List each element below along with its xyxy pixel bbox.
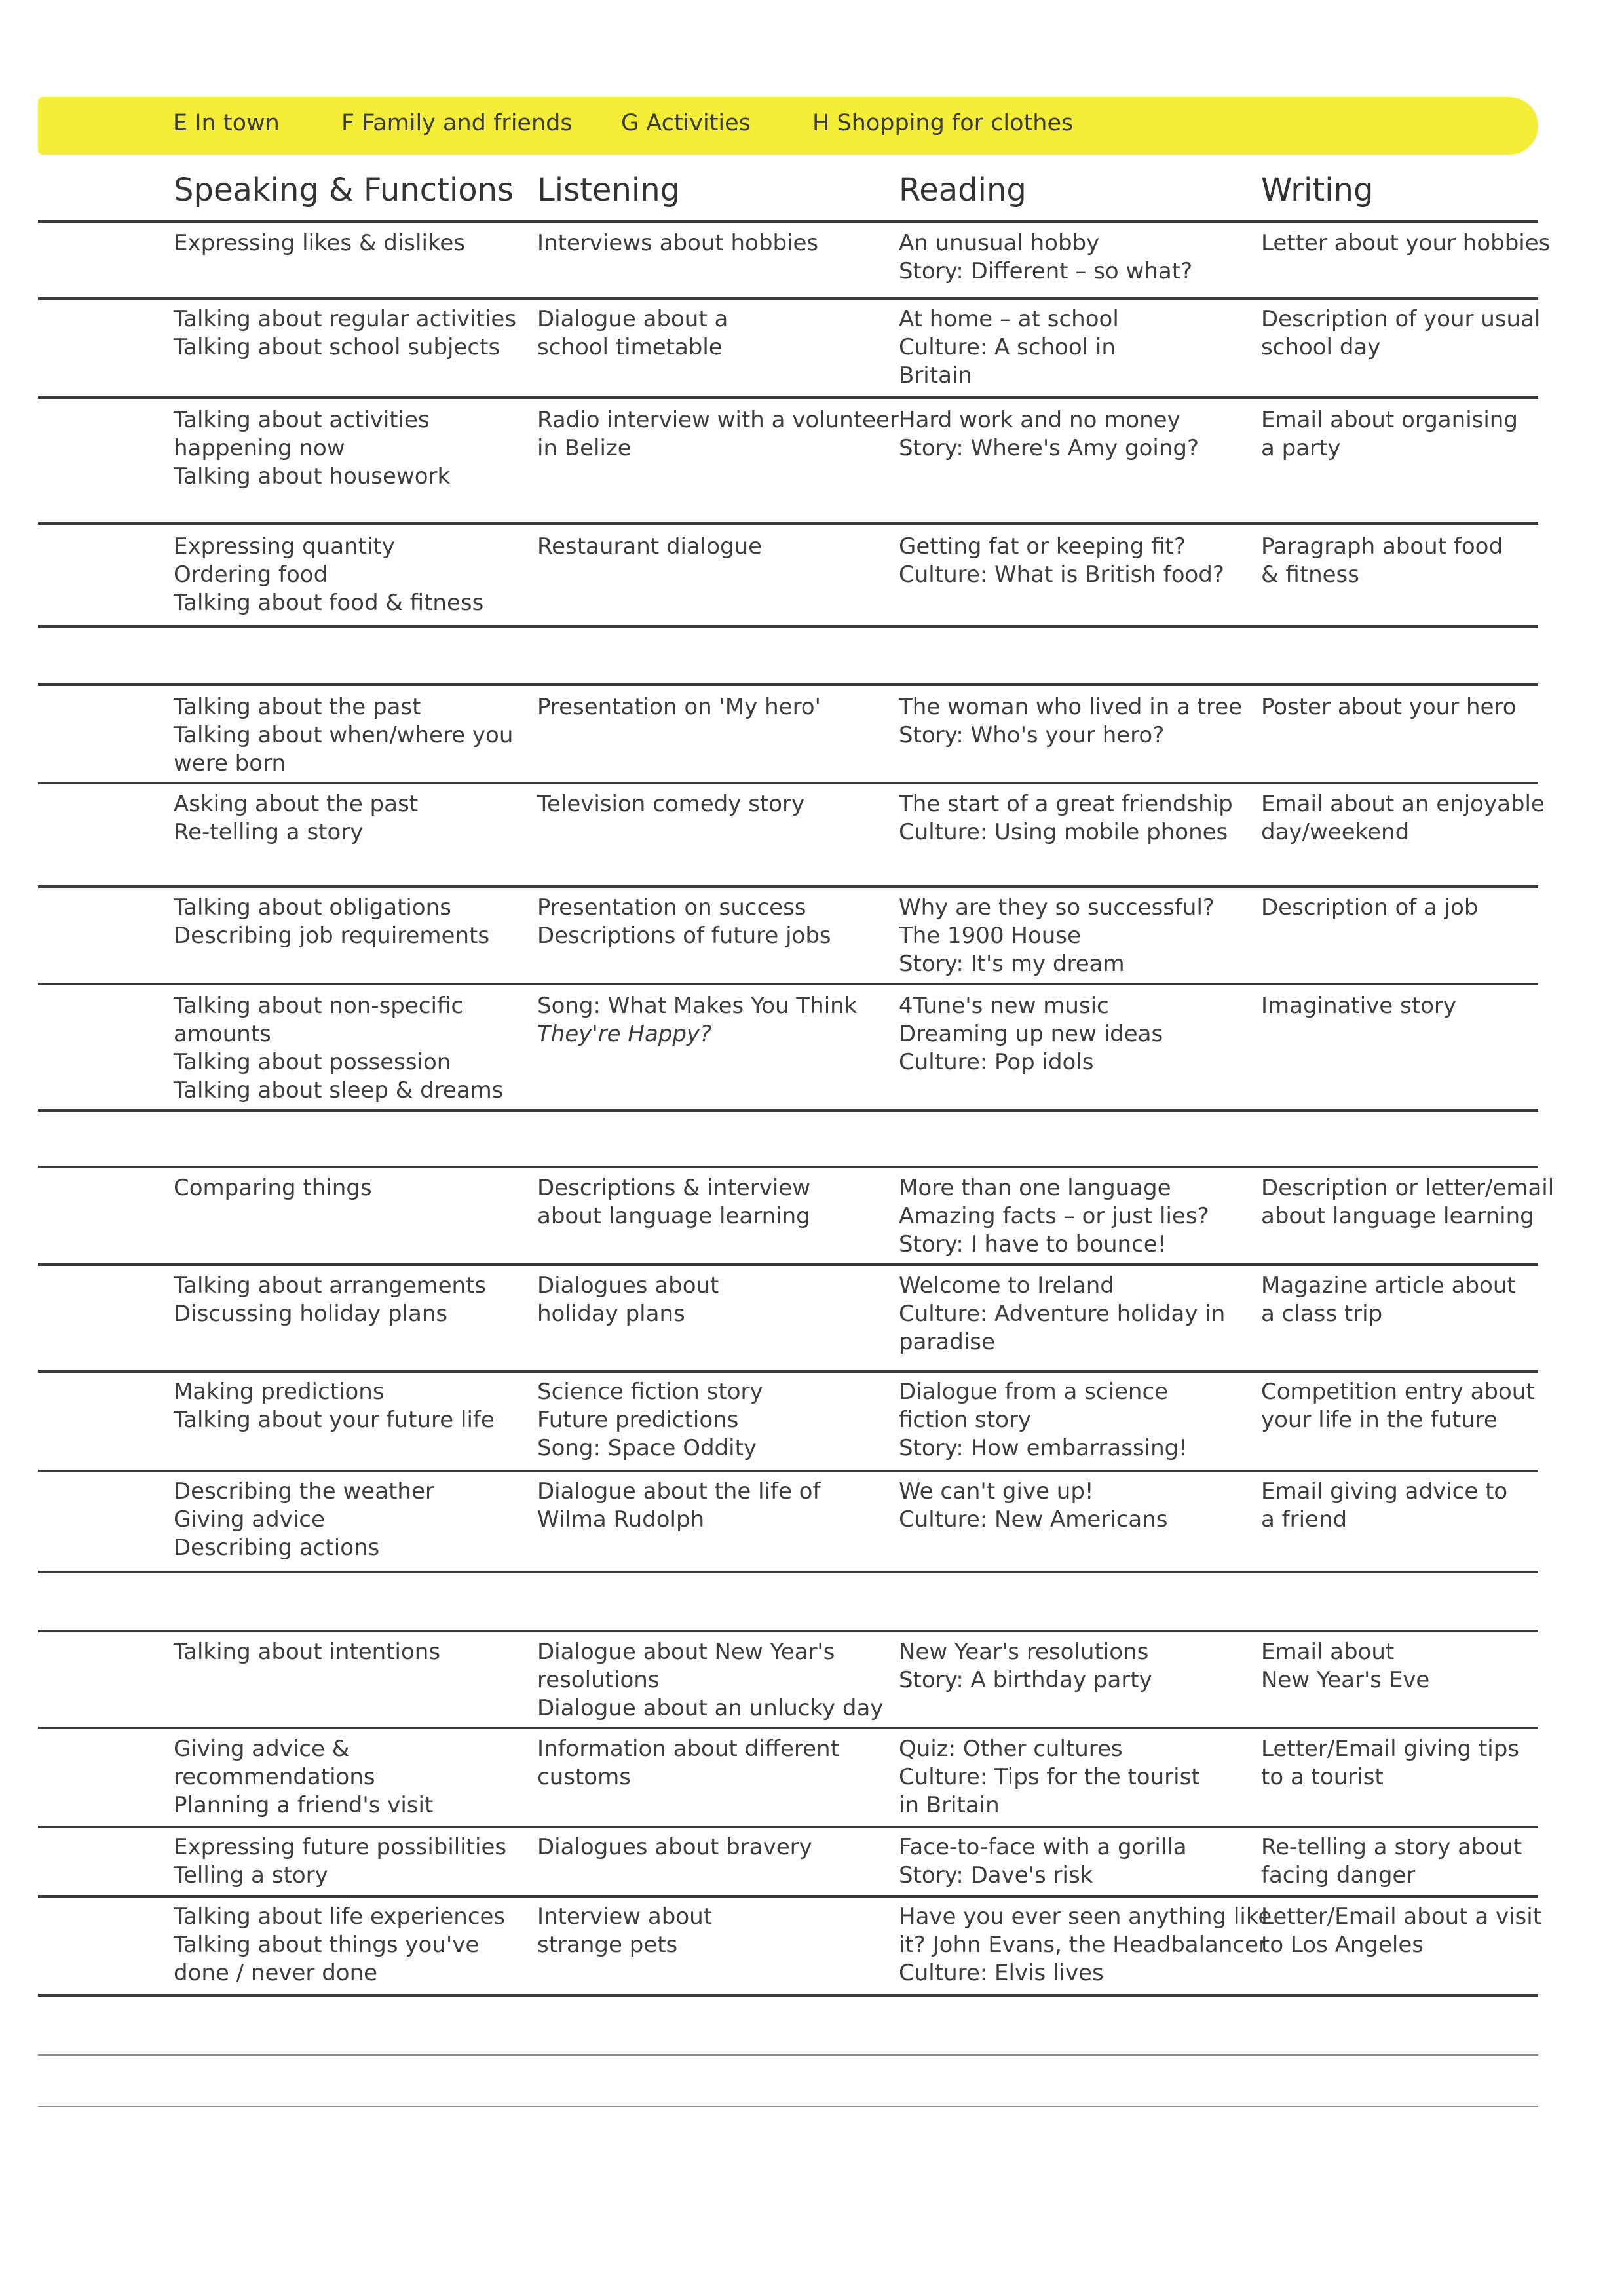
- row-divider: [38, 625, 1538, 628]
- reading-cell: Dialogue from a science fiction story Story: How embarrassing!: [899, 1379, 1188, 1461]
- speaking-cell: Asking about the past Re-telling a story: [174, 791, 419, 845]
- speaking-cell: Talking about arrangements Discussing holiday plans: [174, 1272, 487, 1327]
- speaking-cell: Talking about intentions: [174, 1639, 441, 1665]
- row-divider: [38, 396, 1538, 399]
- listening-cell: Presentation on 'My hero': [537, 694, 821, 720]
- speaking-cell: Giving advice & recommendations Planning a friend's visit: [174, 1736, 434, 1818]
- row-divider: [38, 522, 1538, 525]
- header-speaking: Speaking & Functions: [174, 172, 514, 208]
- row-divider: [38, 1263, 1538, 1266]
- row-divider: [38, 1571, 1538, 1573]
- reading-cell: Hard work and no money Story: Where's Amy going?: [899, 407, 1199, 461]
- listening-cell: Radio interview with a volunteer in Belize: [537, 407, 899, 461]
- header-listening: Listening: [537, 172, 681, 208]
- writing-cell: Description of a job: [1261, 894, 1479, 921]
- row-divider: [38, 2106, 1538, 2107]
- row-divider: [38, 1994, 1538, 1997]
- row-divider: [38, 1470, 1538, 1472]
- writing-cell: Email giving advice to a friend: [1261, 1478, 1508, 1533]
- reading-cell: An unusual hobby Story: Different – so what?: [899, 230, 1193, 284]
- writing-cell: Poster about your hero: [1261, 694, 1517, 720]
- listening-cell: Dialogue about a school timetable: [537, 306, 728, 360]
- reading-cell: 4Tune's new music Dreaming up new ideas Culture: Pop idols: [899, 993, 1163, 1075]
- reading-cell: Getting fat or keeping fit? Culture: What is British food?: [899, 533, 1224, 588]
- speaking-cell: Talking about life experiences Talking about things you've done / never done: [174, 1904, 506, 1986]
- reading-cell: New Year's resolutions Story: A birthday party: [899, 1639, 1152, 1693]
- writing-cell: Letter about your hobbies: [1261, 230, 1551, 256]
- reading-cell: More than one language Amazing facts – or just lies? Story: I have to bounce!: [899, 1175, 1209, 1257]
- unit-label-g: G Activities: [621, 110, 751, 136]
- speaking-cell: Expressing future possibilities Telling a story: [174, 1834, 507, 1888]
- row-divider: [38, 983, 1538, 985]
- speaking-cell: Expressing quantity Ordering food Talking about food & fitness: [174, 533, 484, 616]
- reading-cell: The woman who lived in a tree Story: Who's your hero?: [899, 694, 1243, 748]
- row-divider: [38, 2054, 1538, 2056]
- listening-cell: Interview about strange pets: [537, 1904, 713, 1958]
- reading-cell: Have you ever seen anything like it? John Evans, the Headbalancer Culture: Elvis lives: [899, 1904, 1272, 1986]
- writing-cell: Magazine article about a class trip: [1261, 1272, 1516, 1327]
- reading-cell: Welcome to Ireland Culture: Adventure holiday in paradise: [899, 1272, 1226, 1355]
- listening-cell: Television comedy story: [537, 791, 805, 817]
- row-divider: [38, 297, 1538, 300]
- writing-cell: Competition entry about your life in the future: [1261, 1379, 1535, 1433]
- unit-label-e: E In town: [173, 110, 280, 136]
- writing-cell: Description of your usual school day: [1261, 306, 1541, 360]
- listening-cell: Dialogues about bravery: [537, 1834, 812, 1860]
- writing-cell: Imaginative story: [1261, 993, 1456, 1019]
- reading-cell: Why are they so successful? The 1900 House Story: It's my dream: [899, 894, 1215, 977]
- speaking-cell: Talking about obligations Describing job requirements: [174, 894, 490, 949]
- writing-cell: Letter/Email about a visit to Los Angeles: [1261, 1904, 1542, 1958]
- header-reading: Reading: [899, 172, 1027, 208]
- reading-cell: We can't give up! Culture: New Americans: [899, 1478, 1168, 1533]
- speaking-cell: Talking about regular activities Talking about school subjects: [174, 306, 517, 360]
- unit-banner: [38, 97, 1538, 155]
- speaking-cell: Making predictions Talking about your future life: [174, 1379, 495, 1433]
- listening-cell: Dialogues about holiday plans: [537, 1272, 719, 1327]
- listening-cell: Restaurant dialogue: [537, 533, 763, 560]
- speaking-cell: Describing the weather Giving advice Describing actions: [174, 1478, 434, 1561]
- listening-cell: Descriptions & interview about language learning: [537, 1175, 810, 1229]
- row-divider: [38, 1370, 1538, 1373]
- speaking-cell: Comparing things: [174, 1175, 372, 1201]
- unit-label-f: F Family and friends: [341, 110, 573, 136]
- reading-cell: Quiz: Other cultures Culture: Tips for the tourist in Britain: [899, 1736, 1200, 1818]
- writing-cell: Paragraph about food & fitness: [1261, 533, 1503, 588]
- row-divider: [38, 220, 1538, 223]
- row-divider: [38, 1826, 1538, 1828]
- writing-cell: Letter/Email giving tips to a tourist: [1261, 1736, 1520, 1790]
- listening-cell: Presentation on success Descriptions of future jobs: [537, 894, 831, 949]
- listening-cell: Interviews about hobbies: [537, 230, 819, 256]
- row-divider: [38, 1630, 1538, 1632]
- row-divider: [38, 1166, 1538, 1168]
- unit-label-h: H Shopping for clothes: [812, 110, 1074, 136]
- row-divider: [38, 1727, 1538, 1729]
- speaking-cell: Expressing likes & dislikes: [174, 230, 466, 256]
- reading-cell: The start of a great friendship Culture: Using mobile phones: [899, 791, 1233, 845]
- writing-cell: Email about an enjoyable day/weekend: [1261, 791, 1545, 845]
- speaking-cell: Talking about the past Talking about when/where you were born: [174, 694, 514, 776]
- speaking-cell: Talking about activities happening now Talking about housework: [174, 407, 451, 489]
- writing-cell: Re-telling a story about facing danger: [1261, 1834, 1522, 1888]
- writing-cell: Email about New Year's Eve: [1261, 1639, 1430, 1693]
- row-divider: [38, 683, 1538, 686]
- listening-cell: Song: What Makes You Think They're Happy?: [537, 993, 858, 1047]
- speaking-cell: Talking about non-specific amounts Talking about possession Talking about sleep & dreams: [174, 993, 504, 1103]
- reading-cell: At home – at school Culture: A school in Britain: [899, 306, 1119, 389]
- listening-cell: Science fiction story Future predictions Song: Space Oddity: [537, 1379, 763, 1461]
- writing-cell: Description or letter/email about language learning: [1261, 1175, 1555, 1229]
- listening-cell: Dialogue about New Year's resolutions Dialogue about an unlucky day: [537, 1639, 884, 1721]
- reading-cell: Face-to-face with a gorilla Story: Dave's risk: [899, 1834, 1187, 1888]
- writing-cell: Email about organising a party: [1261, 407, 1518, 461]
- row-divider: [38, 1895, 1538, 1898]
- listening-cell: Information about different customs: [537, 1736, 839, 1790]
- header-writing: Writing: [1261, 172, 1374, 208]
- row-divider: [38, 782, 1538, 784]
- row-divider: [38, 1109, 1538, 1112]
- listening-cell: Dialogue about the life of Wilma Rudolph: [537, 1478, 821, 1533]
- row-divider: [38, 885, 1538, 888]
